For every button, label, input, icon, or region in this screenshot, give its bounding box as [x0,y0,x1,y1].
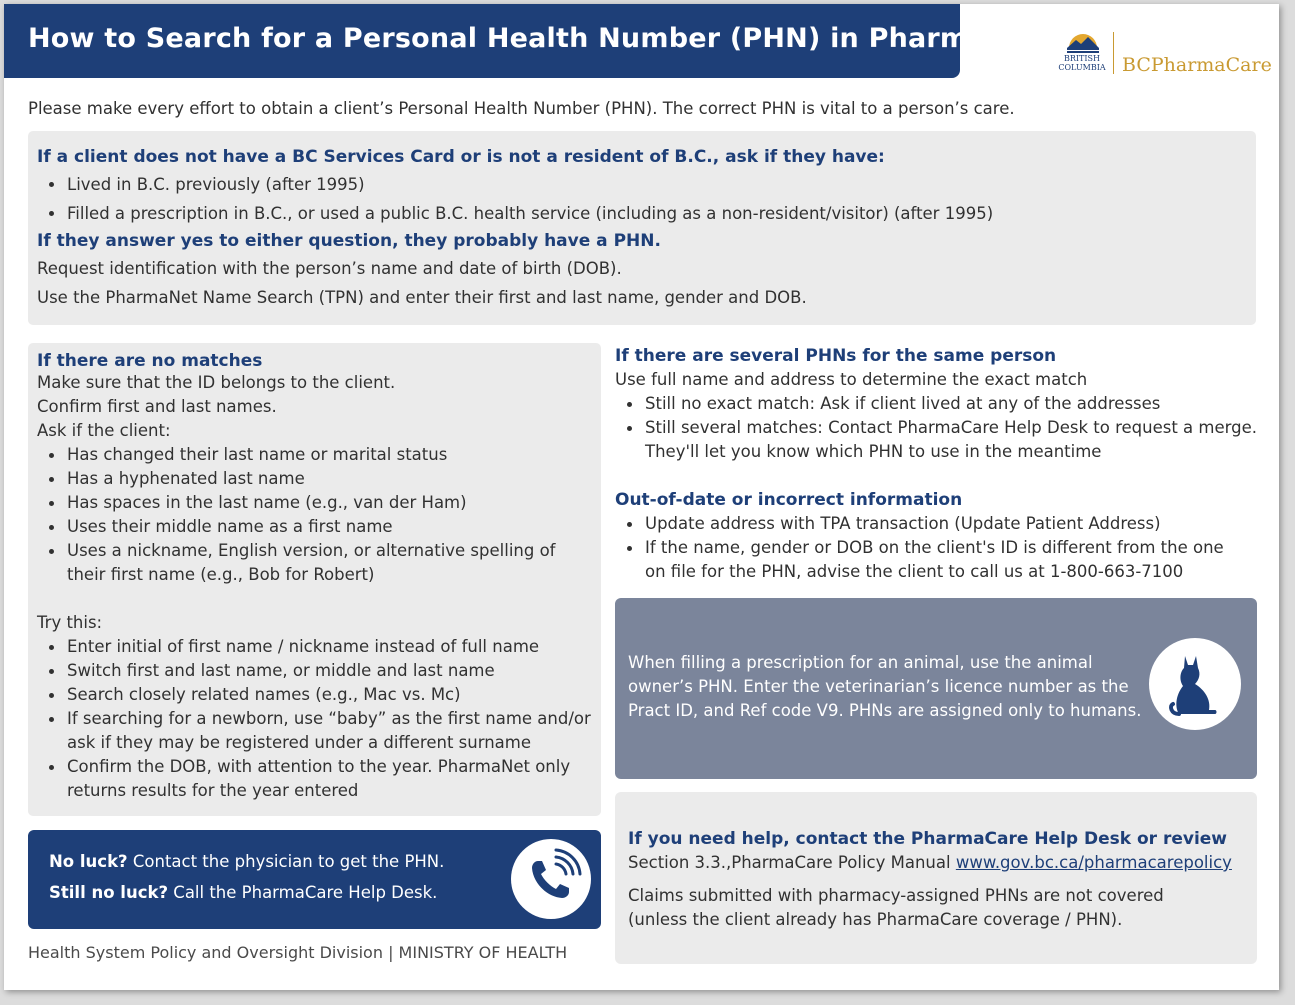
resident-heading: If a client does not have a BC Services Card or is not a resident of B.C., ask if they have: [37,147,885,167]
list-item: Has changed their last name or marital status [37,443,592,467]
list-item: Search closely related names (e.g., Mac vs. Mc) [37,683,592,707]
list-item: Filled a prescription in B.C., or used a public B.C. health service (including as a non-resident/visitor) (after 1995) [37,199,1247,228]
ask-list [37,443,592,587]
list-item: Still several matches: Contact PharmaCare Help Desk to request a merge. They'll let you know which PHN to use in the meantime [615,416,1265,464]
resident-list [37,170,1247,228]
right-column [615,344,1265,584]
help-line: Section 3.3.,PharmaCare Policy Manual www.gov.bc.ca/pharmacarepolicy [628,853,1232,872]
policy-link[interactable]: www.gov.bc.ca/pharmacarepolicy [955,853,1232,872]
resident-line: Use the PharmaNet Name Search (TPN) and enter their first and last name, gender and DOB. [37,288,807,307]
list-item: Has a hyphenated last name [37,467,592,491]
several-phns-line: Use full name and address to determine the exact match [615,370,1088,389]
intro-text: Please make every effort to obtain a client’s Personal Health Number (PHN). The correct PHN is vital to a person’s care. [28,99,1015,118]
footer-text: Health System Policy and Oversight Division | MINISTRY OF HEALTH [28,943,568,962]
no-matches-line: Ask if the client: [37,421,171,440]
no-luck-panel [28,830,601,929]
animal-text: When filling a prescription for an animal, use the animal owner’s PHN. Enter the veterinarian’s licence number as the Pract ID, and Ref code V9. PHNs are assigned only to humans. [628,653,1142,720]
several-phns-heading: If there are several PHNs for the same person [615,346,1057,366]
several-phns-list [615,392,1265,464]
no-matches-heading: If there are no matches [37,351,263,371]
animal-notice [615,598,1257,779]
help-note: (unless the client already has PharmaCare coverage / PHN). [628,910,1123,929]
list-item: Lived in B.C. previously (after 1995) [37,170,1247,199]
list-item: If the name, gender or DOB on the client's ID is different from the one on file for the PHN, advise the client to call us at 1-800-663-7100 [615,536,1265,584]
document-page [4,4,1279,990]
no-matches-line: Make sure that the ID belongs to the client. [37,373,396,392]
resident-panel [28,131,1256,325]
out-of-date-list [615,512,1265,584]
help-panel [615,792,1257,964]
page-title: How to Search for a Personal Health Number (PHN) in PharmaNet [28,23,1042,54]
help-heading: If you need help, contact the PharmaCare Help Desk or review [628,829,1228,849]
cat-icon [1149,638,1241,730]
phone-icon [511,839,591,919]
cat-icon-circle [1149,638,1241,730]
bc-pharmacare-logo [1056,28,1272,78]
try-list [37,635,592,803]
resident-line: Request identification with the person’s name and date of birth (DOB). [37,259,622,278]
logo-divider [1113,32,1114,74]
list-item: Update address with TPA transaction (Update Patient Address) [615,512,1265,536]
no-matches-line: Confirm first and last names. [37,397,277,416]
still-no-luck-line: Still no luck? Call the PharmaCare Help Desk. [49,883,438,902]
out-of-date-heading: Out-of-date or incorrect information [615,490,963,510]
list-item: Uses their middle name as a first name [37,515,592,539]
no-luck-line: No luck? Contact the physician to get the PHN. [49,852,445,871]
sun-mountain-icon [1066,28,1100,54]
list-item: Still no exact match: Ask if client lived at any of the addresses [615,392,1265,416]
bc-wordmark: BRITISH COLUMBIA [1058,54,1106,72]
list-item: Switch first and last name, or middle and last name [37,659,592,683]
list-item: Has spaces in the last name (e.g., van der Ham) [37,491,592,515]
list-item: Confirm the DOB, with attention to the year. PharmaNet only returns results for the year entered [37,755,592,803]
list-item: Uses a nickname, English version, or alternative spelling of their first name (e.g., Bob for Robert) [37,539,592,587]
phone-icon-circle [511,839,591,919]
no-matches-panel [28,343,601,816]
try-label: Try this: [37,613,103,632]
resident-subheading: If they answer yes to either question, they probably have a PHN. [37,231,661,251]
pharmacare-wordmark: BCPharmaCare [1122,54,1272,76]
title-bar [4,4,1042,78]
list-item: If searching for a newborn, use “baby” as the first name and/or ask if they may be registered under a different surname [37,707,592,755]
help-note: Claims submitted with pharmacy-assigned PHNs are not covered [628,886,1164,905]
list-item: Enter initial of first name / nickname instead of full name [37,635,592,659]
